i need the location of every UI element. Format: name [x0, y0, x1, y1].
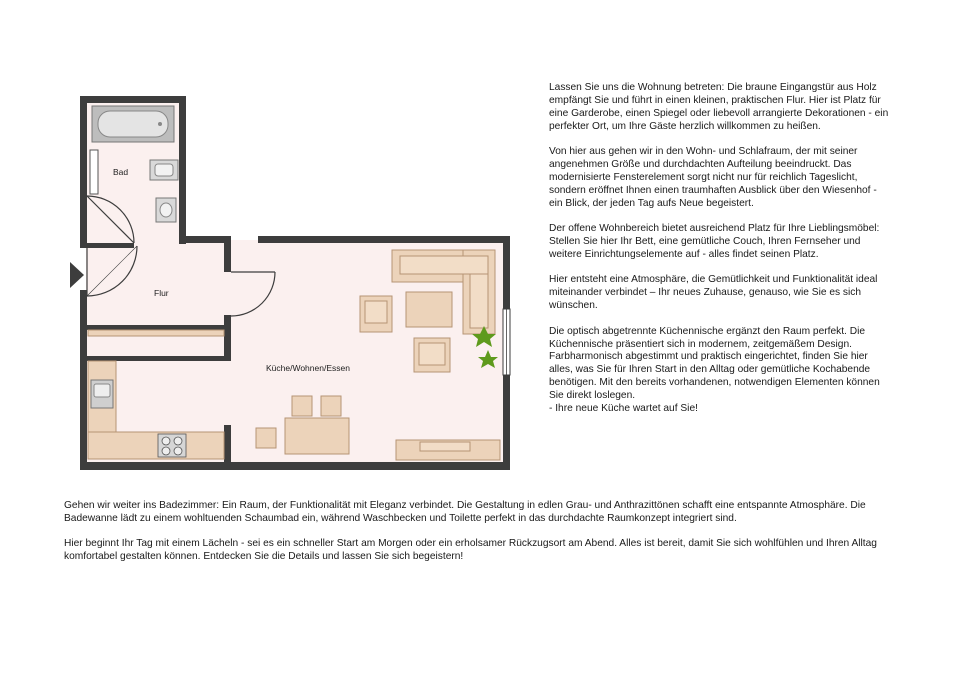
tv-sideboard-icon — [396, 440, 500, 460]
description-right — [549, 82, 889, 428]
room-label-bad: Bad — [113, 167, 129, 177]
paragraph-bathroom: Gehen wir weiter ins Badezimmer: Ein Raum, der Funktionalität mit Eleganz verbindet. Die Gestaltung in edlen Grau- und Anthrazittönen schafft eine entspannte Atmosphäre. Die Badewanne lädt zu einem wohltuenden Schaumbad ein, während Waschbecken und Toilette perfekt in das durchdachte Raumkonzept integriert sind. — [64, 500, 866, 524]
table-icon — [406, 292, 452, 327]
window — [503, 309, 510, 375]
room-label-flur: Flur — [154, 288, 169, 298]
paragraph-living-room: Von hier aus gehen wir in den Wohn- und Schlafraum, der mit seiner angenehmen Größe und durchdachten Aufteilung beeindruckt. Das modernisierte Fensterelement sorgt nicht nur für reichlich Tageslicht, sondern eröffnet Ihnen einen traumhaften Ausblick über den Wiesenhof - ein Blick, der jeden Tag aufs Neue begeistert. — [549, 146, 877, 209]
bathtub-icon — [92, 106, 174, 142]
paragraph-closing: Hier beginnt Ihr Tag mit einem Lächeln - sei es ein schneller Start am Morgen oder ein erholsamer Rückzugsort am Abend. Alles ist bereit, damit Sie sich wohlfühlen und Ihren Alltag komfortabel gestalten können. Entdecken Sie die Details und lassen Sie sich begeistern! — [64, 538, 877, 563]
armchair-icon — [360, 296, 392, 332]
room-label-kueche: Küche/Wohnen/Essen — [266, 363, 350, 373]
entrance-arrow-icon — [70, 262, 84, 288]
bad-door-wall — [80, 243, 134, 248]
description-bottom — [64, 500, 914, 577]
wardrobe — [88, 330, 224, 336]
paragraph-kitchen-tagline: - Ihre neue Küche wartet auf Sie! — [549, 403, 698, 415]
bathroom-cabinet — [90, 150, 98, 194]
floor-plan — [0, 0, 520, 480]
paragraph-furniture: Der offene Wohnbereich bietet ausreichend Platz für Ihre Lieblingsmöbel: Stellen Sie hier Ihr Bett, eine gemütliche Couch, Ihren Fernseher und weitere Einrichtungselemente auf - alles findet seinen Platz. — [549, 223, 880, 260]
paragraph-entrance: Lassen Sie uns die Wohnung betreten: Die braune Eingangstür aus Holz empfängt Sie und führt in einen kleinen, praktischen Flur. Hier ist Platz für eine Garderobe, einen Spiegel oder liebevoll arrangierte Dekorationen - ein perfekter Ort, um Ihre Gäste herzlich willkommen zu heißen. — [549, 82, 889, 132]
stove-icon — [158, 434, 186, 457]
armchair-icon — [414, 338, 450, 372]
dining-table — [285, 418, 349, 454]
sink-icon — [91, 380, 113, 408]
toilet-icon — [156, 198, 176, 222]
paragraph-kitchen: Die optisch abgetrennte Küchennische ergänzt den Raum perfekt. Die Küchennische präsentiert sich in modernem, zeitgemäßem Design. Farbharmonisch abgestimmt und praktisch eingerichtet, finden Sie hier alles, was Sie für Ihren Start in den Alltag oder gemütliche Kochabende benötigen. Mit den bereits vorhandenen, notwendigen Elementen können Sie direkt loslegen. — [549, 325, 880, 402]
washbasin-icon — [150, 160, 178, 180]
paragraph-atmosphere: Hier entsteht eine Atmosphäre, die Gemütlichkeit und Funktionalität ideal miteinander verbindet – Ihr neues Zuhause, genauso, wie Sie es sich wünschen. — [549, 274, 878, 312]
